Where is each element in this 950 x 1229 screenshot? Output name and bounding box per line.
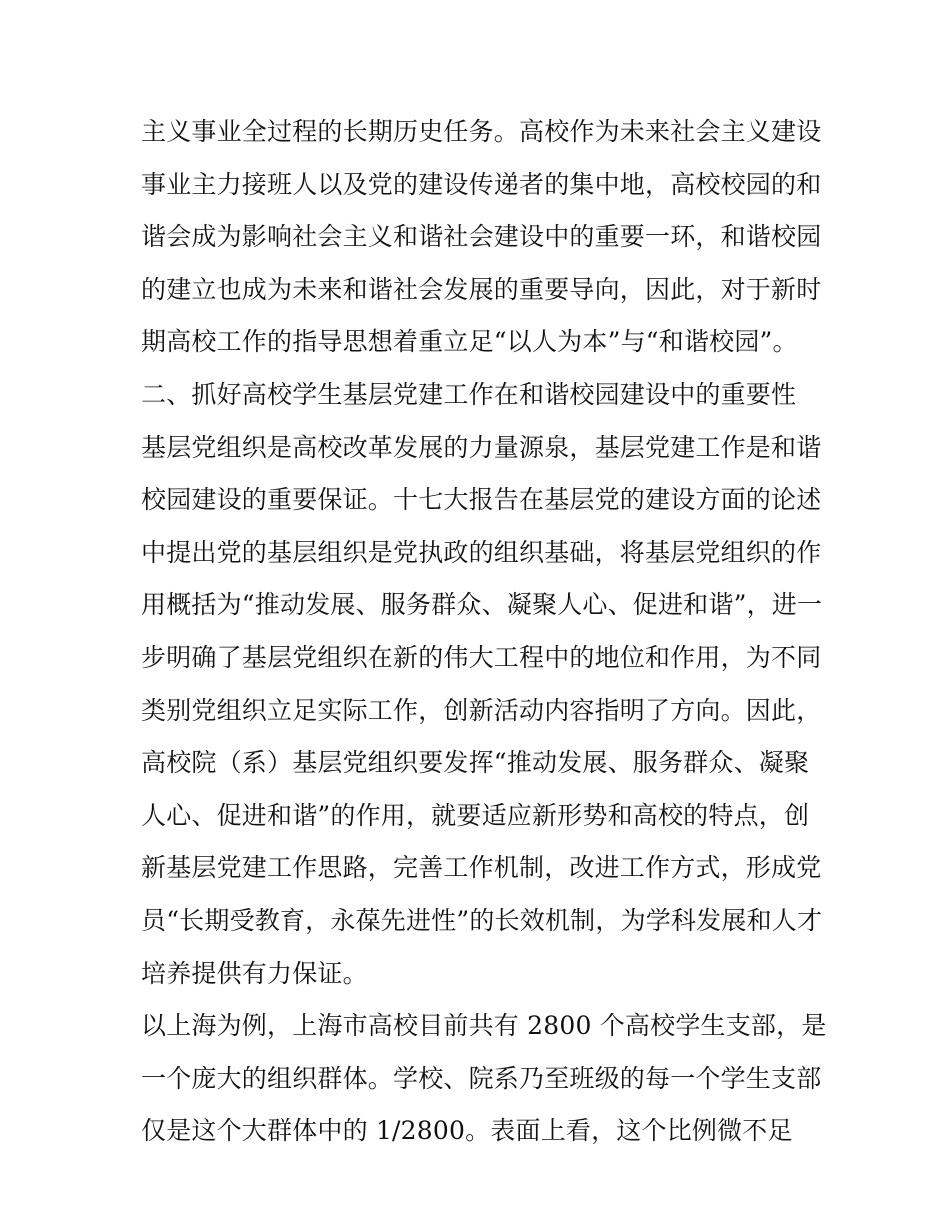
text-line: 员“长期受教育，永葆先进性”的长效机制，为学科发展和人才	[141, 905, 823, 935]
text-line: 事业主力接班人以及党的建设传递者的集中地，高校校园的和	[141, 169, 822, 199]
text-line: 培养提供有力保证。	[141, 958, 368, 988]
text-line: 基层党组织是高校改革发展的力量源泉，基层党建工作是和谐	[141, 432, 822, 462]
text-line: 仅是这个大群体中的 1/2800。表面上看，这个比例微不足	[141, 1116, 793, 1146]
text-line: 谐会成为影响社会主义和谐社会建设中的重要一环，和谐校园	[141, 222, 822, 252]
text-line: 人心、促进和谐”的作用，就要适应新形势和高校的特点，创	[141, 800, 810, 830]
text-line: 步明确了基层党组织在新的伟大工程中的地位和作用，为不同	[141, 642, 822, 672]
body-text	[141, 106, 827, 1158]
text-line: 用概括为“推动发展、服务群众、凝聚人心、促进和谐”，进一	[141, 590, 823, 620]
section-heading: 二、抓好高校学生基层党建工作在和谐校园建设中的重要性	[141, 379, 797, 409]
text-line: 以上海为例，上海市高校目前共有 2800 个高校学生支部，是	[141, 1011, 827, 1041]
text-line: 类别党组织立足实际工作，创新活动内容指明了方向。因此，	[141, 695, 822, 725]
text-line: 高校院（系）基层党组织要发挥“推动发展、服务群众、凝聚	[141, 748, 810, 778]
text-line: 校园建设的重要保证。十七大报告在基层党的建设方面的论述	[141, 485, 822, 515]
text-line: 的建立也成为未来和谐社会发展的重要导向，因此，对于新时	[141, 274, 822, 304]
text-line: 新基层党建工作思路，完善工作机制，改进工作方式，形成党	[141, 853, 822, 883]
text-line: 期高校工作的指导思想着重立足“以人为本”与“和谐校园”。	[141, 327, 798, 357]
text-line: 主义事业全过程的长期历史任务。高校作为未来社会主义建设	[141, 117, 822, 146]
text-line: 一个庞大的组织群体。学校、院系乃至班级的每一个学生支部	[141, 1063, 822, 1093]
text-line: 中提出党的基层组织是党执政的组织基础，将基层党组织的作	[141, 537, 822, 567]
